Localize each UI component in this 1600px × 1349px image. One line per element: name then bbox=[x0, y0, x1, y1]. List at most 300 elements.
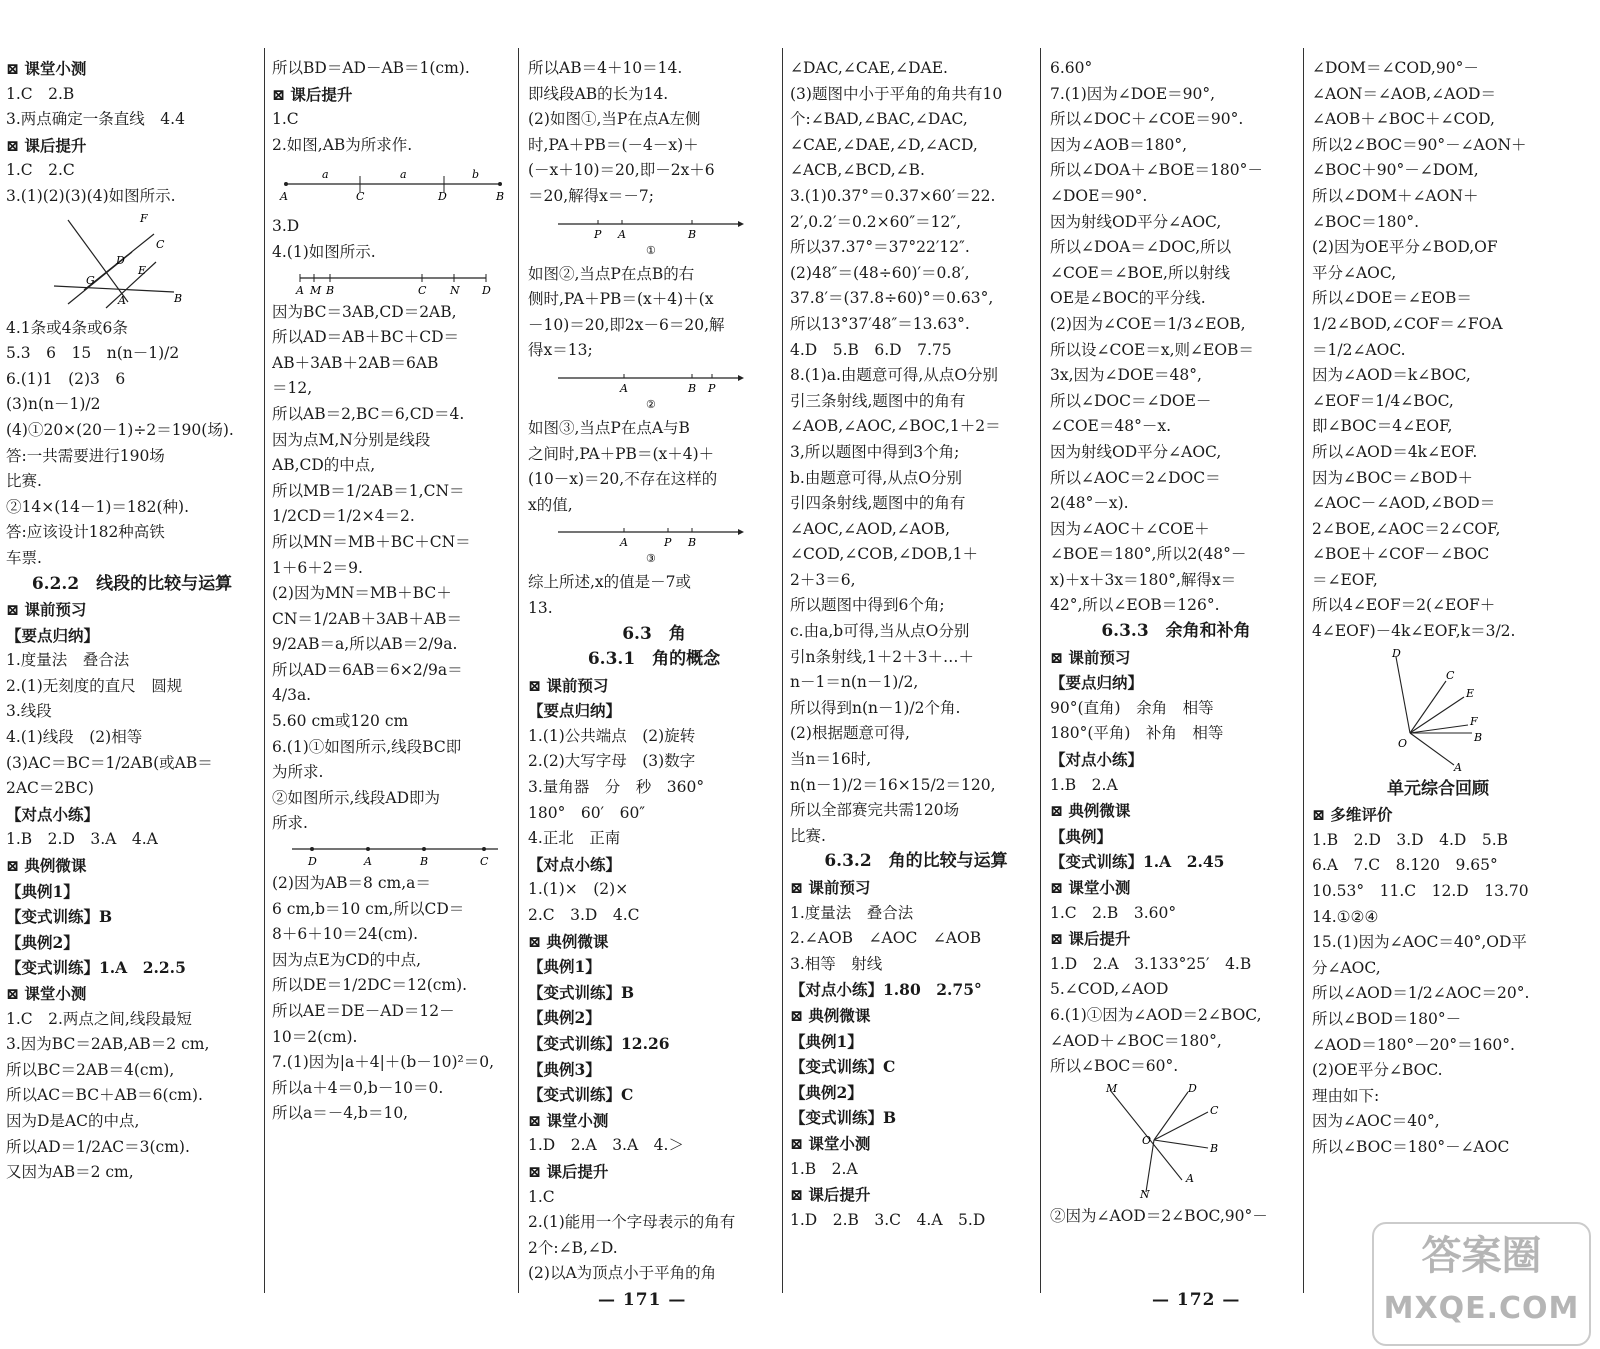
answer-line: 8.(1)a.由题意可得,从点O分别 bbox=[790, 366, 999, 385]
section-heading: 【典例1】 bbox=[6, 881, 79, 901]
answer-line: 4/3a. bbox=[272, 686, 312, 705]
answer-line: 所以4∠EOF＝2(∠EOF＋ bbox=[1312, 596, 1496, 615]
column-divider bbox=[782, 48, 783, 1293]
svg-text:B: B bbox=[688, 536, 697, 550]
answer-column-1 bbox=[6, 56, 258, 1286]
svg-text:O: O bbox=[1142, 1133, 1152, 1147]
answer-line: 2.如图,AB为所求作. bbox=[272, 135, 413, 154]
svg-text:B: B bbox=[688, 381, 697, 395]
geometry-figure bbox=[272, 839, 524, 867]
svg-text:A: A bbox=[618, 227, 626, 241]
answer-line: 37.8′＝(37.8÷60)°＝0.63°, bbox=[790, 289, 994, 308]
section-heading: ⊠ 课堂小测 bbox=[6, 984, 87, 1003]
svg-text:B: B bbox=[420, 855, 429, 868]
page-number-right: — 172 — bbox=[1152, 1290, 1241, 1310]
answer-line: AB＋3AB＋2AB＝6AB bbox=[272, 353, 439, 372]
answer-line: 所求. bbox=[272, 814, 308, 833]
section-heading: ⊠ 典例微课 bbox=[1050, 801, 1131, 821]
answer-line: CN＝1/2AB＋3AB＋AB＝ bbox=[272, 609, 462, 628]
answer-line: 1/2CD＝1/2×4＝2. bbox=[272, 507, 415, 526]
svg-text:A: A bbox=[296, 283, 304, 296]
answer-line: 15.(1)因为∠AOC＝40°,OD平 bbox=[1312, 933, 1527, 952]
answer-line: (10－x)＝20,不存在这样的 bbox=[528, 470, 718, 489]
answer-line: 1/2∠BOD,∠COF＝∠FOA bbox=[1312, 314, 1503, 333]
answer-line: 所以∠BOC＝60°. bbox=[1050, 1057, 1179, 1076]
answer-line: 如图②,当点P在点B的右 bbox=[528, 264, 695, 283]
answer-line: 理由如下: bbox=[1312, 1086, 1380, 1105]
answer-line: c.由a,b可得,当从点O分别 bbox=[790, 622, 970, 641]
svg-text:A: A bbox=[1454, 760, 1462, 773]
answer-line: ∠AOB,∠AOC,∠BOC,1＋2＝ bbox=[790, 417, 1001, 436]
answer-line: 10.53° 11.C 12.D 13.70 bbox=[1312, 882, 1529, 901]
answer-line: x)＋x＋3x＝180°,解得x＝ bbox=[1050, 570, 1237, 589]
answer-line: 当n＝16时, bbox=[790, 750, 872, 769]
svg-text:C: C bbox=[156, 237, 165, 251]
svg-text:D: D bbox=[116, 253, 125, 267]
answer-line: (－x＋10)＝20,即－2x＋6 bbox=[528, 161, 715, 180]
answer-line: 3,所以题图中得到3个角; bbox=[790, 442, 960, 461]
svg-text:D: D bbox=[1392, 646, 1401, 660]
answer-line: ∠COE＝48°－x. bbox=[1050, 417, 1172, 436]
answer-line: 引n条射线,1＋2＋3＋…＋ bbox=[790, 647, 974, 666]
answer-line: 所以得到n(n－1)/2个角. bbox=[790, 698, 961, 717]
answer-line: 为所求. bbox=[272, 763, 324, 782]
answer-line: 6.60° bbox=[1050, 59, 1093, 77]
answer-line: 比赛. bbox=[6, 472, 42, 491]
section-heading: ⊠ 课堂小测 bbox=[1050, 878, 1131, 897]
answer-line: 所以MN＝MB＋BC＋CN＝ bbox=[272, 532, 471, 551]
answer-line: 1.B 2.D 3.A 4.A bbox=[6, 830, 158, 849]
section-heading: 【典例3】 bbox=[528, 1059, 601, 1079]
answer-line: ②14×(14－1)＝182(种). bbox=[6, 497, 189, 516]
answer-line: (3)题图中小于平角的角共有10 bbox=[790, 84, 1003, 103]
answer-line: 1.度量法 叠合法 bbox=[6, 651, 130, 670]
geometry-figure bbox=[1312, 647, 1564, 773]
answer-column-3 bbox=[528, 56, 780, 1286]
answer-line: 1.C bbox=[528, 1187, 555, 1206]
section-heading: ⊠ 课堂小测 bbox=[790, 1133, 871, 1153]
answer-line: 1.(1)× (2)× bbox=[528, 880, 629, 899]
answer-line: 1＋6＋2＝9. bbox=[272, 558, 363, 577]
svg-text:A: A bbox=[280, 190, 288, 204]
svg-text:B: B bbox=[326, 283, 335, 296]
answer-line: 4.正北 正南 bbox=[528, 829, 621, 848]
answer-line: ∠BOC＝180°. bbox=[1312, 212, 1419, 231]
answer-line: 5.∠COD,∠AOD bbox=[1050, 980, 1169, 999]
answer-line: 1.(1)公共端点 (2)旋转 bbox=[528, 726, 696, 745]
answer-line: 综上所述,x的值是－7或 bbox=[528, 573, 692, 592]
answer-line: 因为∠AOC＝40°, bbox=[1312, 1112, 1440, 1131]
section-heading: ⊠ 课后提升 bbox=[790, 1185, 871, 1205]
answer-line: (2)OE平分∠BOC. bbox=[1312, 1061, 1443, 1080]
answer-line: 8＋6＋10＝24(cm). bbox=[272, 925, 419, 944]
svg-text:C: C bbox=[418, 283, 427, 296]
answer-line: 所以∠DOC＋∠COE＝90°. bbox=[1050, 110, 1244, 129]
answer-line: 分∠AOC, bbox=[1312, 958, 1381, 977]
svg-text:C: C bbox=[1210, 1103, 1219, 1117]
answer-line: b.由题意可得,从点O分别 bbox=[790, 468, 962, 487]
section-heading: 【变式训练】1.A 2.45 bbox=[1050, 852, 1225, 872]
answer-line: 所以设∠COE＝x,则∠EOB＝ bbox=[1050, 340, 1254, 359]
answer-line: 2′,0.2′＝0.2×60″＝12″, bbox=[790, 212, 962, 231]
answer-line: 3.两点确定一条直线 4.4 bbox=[6, 110, 185, 129]
geometry-figure bbox=[6, 212, 258, 312]
answer-line: 1.B 2.A bbox=[1050, 775, 1118, 794]
svg-text:③: ③ bbox=[646, 552, 656, 566]
answer-line: 2.(2)大写字母 (3)数字 bbox=[528, 752, 696, 771]
answer-line: ∠AOD＝180°－20°＝160°. bbox=[1312, 1035, 1515, 1054]
answer-line: 所以∠BOD＝180°－ bbox=[1312, 1010, 1462, 1028]
answer-line: 1.C 2.两点之间,线段最短 bbox=[6, 1009, 192, 1028]
answer-line: (2)如图①,当P在点A左侧 bbox=[528, 110, 701, 129]
answer-line: (2)以A为顶点小于平角的角 bbox=[528, 1264, 717, 1283]
answer-line: 因为BC＝3AB,CD＝2AB, bbox=[272, 302, 457, 321]
answer-line: 3.线段 bbox=[6, 702, 52, 721]
answer-line: 1.C 2.B bbox=[6, 84, 75, 103]
section-title: 6.3 角 bbox=[622, 623, 686, 644]
answer-line: 2AC＝2BC) bbox=[6, 779, 94, 798]
watermark-domain: MXQE.COM bbox=[1383, 1291, 1580, 1326]
answer-line: 平分∠AOC, bbox=[1312, 263, 1397, 282]
answer-line: 2个:∠B,∠D. bbox=[528, 1238, 618, 1257]
answer-line: ＝∠EOF, bbox=[1312, 570, 1378, 589]
watermark-text: 答案圈 bbox=[1421, 1233, 1542, 1279]
answer-line: ∠BOE＋∠COF－∠BOC bbox=[1312, 545, 1490, 564]
answer-line: 所以AD＝1/2AC＝3(cm). bbox=[6, 1137, 190, 1156]
section-heading: 【对点小练】 bbox=[6, 804, 100, 824]
answer-line: 所以BC＝2AB＝4(cm), bbox=[6, 1060, 175, 1079]
geometry-figure bbox=[528, 520, 780, 566]
answer-line: ∠CAE,∠DAE,∠D,∠ACD, bbox=[790, 135, 978, 154]
svg-text:A: A bbox=[364, 855, 372, 868]
svg-text:A: A bbox=[118, 293, 126, 307]
answer-line: 1.B 2.A bbox=[790, 1159, 858, 1178]
section-heading: ⊠ 典例微课 bbox=[528, 931, 609, 951]
answer-line: 因为点E为CD的中点, bbox=[272, 950, 422, 969]
answer-line: 2∠BOE,∠AOC＝2∠COF, bbox=[1312, 519, 1501, 538]
answer-line: 3x,因为∠DOE＝48°, bbox=[1050, 366, 1202, 385]
answer-line: (2)因为MN＝MB＋BC＋ bbox=[272, 584, 452, 603]
answer-line: －10)＝20,即2x－6＝20,解 bbox=[528, 315, 725, 334]
answer-line: 所以AE＝DE－AD＝12－ bbox=[272, 1002, 455, 1020]
svg-text:C: C bbox=[480, 855, 489, 868]
answer-line: 2.(1)能用一个字母表示的角有 bbox=[528, 1213, 736, 1232]
answer-line: 因为∠BOC＝∠BOD＋ bbox=[1312, 468, 1474, 487]
answer-line: 所以∠DOE＝∠EOB＝ bbox=[1312, 289, 1472, 308]
answer-line: 所以∠DOC＝∠DOE－ bbox=[1050, 391, 1212, 410]
section-heading: ⊠ 课前预习 bbox=[6, 600, 87, 620]
answer-line: 6.(1)①如图所示,线段BC即 bbox=[272, 737, 462, 756]
svg-text:a: a bbox=[400, 168, 407, 182]
answer-line: 4.(1)如图所示. bbox=[272, 242, 376, 261]
answer-line: 所以a＋4＝0,b－10＝0. bbox=[272, 1078, 444, 1097]
answer-line: ∠DOM＝∠COD,90°－ bbox=[1312, 59, 1479, 77]
answer-line: 9/2AB＝a,所以AB＝2/9a. bbox=[272, 635, 458, 654]
answer-line: 所以∠AOC＝2∠DOC＝ bbox=[1050, 468, 1221, 487]
answer-line: ②如图所示,线段AD即为 bbox=[272, 788, 441, 807]
answer-line: 1.度量法 叠合法 bbox=[790, 903, 914, 922]
section-heading: 【典例2】 bbox=[528, 1008, 601, 1028]
section-title: 6.3.1 角的概念 bbox=[587, 649, 721, 670]
svg-text:N: N bbox=[1140, 1187, 1150, 1200]
answer-line: 所以AB＝4＋10＝14. bbox=[528, 59, 683, 77]
answer-line: 6.(1)1 (2)3 6 bbox=[6, 369, 126, 388]
answer-line: 引三条射线,题图中的角有 bbox=[790, 391, 966, 410]
section-title: 单元综合回顾 bbox=[1387, 778, 1489, 799]
answer-line: (2)因为AB＝8 cm,a＝ bbox=[272, 874, 431, 893]
geometry-figure bbox=[272, 268, 524, 296]
answer-line: 所以题图中得到6个角; bbox=[790, 596, 945, 615]
answer-line: 所以DE＝1/2DC＝12(cm). bbox=[272, 976, 468, 995]
svg-text:M: M bbox=[1106, 1081, 1118, 1095]
section-heading: 【变式训练】B bbox=[528, 982, 635, 1002]
section-heading: 【典例1】 bbox=[528, 957, 601, 977]
answer-column-6 bbox=[1312, 56, 1564, 1286]
answer-line: 个:∠BAD,∠BAC,∠DAC, bbox=[790, 110, 968, 129]
answer-line: 3.(1)0.37°＝0.37×60′＝22. bbox=[790, 186, 996, 205]
section-heading: 【变式训练】B bbox=[6, 907, 113, 927]
answer-line: ＝12, bbox=[272, 379, 313, 398]
answer-line: (3)AC＝BC＝1/2AB(或AB＝ bbox=[6, 753, 213, 772]
page-number-left: — 171 — bbox=[598, 1290, 687, 1310]
section-title: 6.2.2 线段的比较与运算 bbox=[31, 573, 233, 594]
section-heading: 【典例2】 bbox=[790, 1082, 863, 1102]
answer-line: 因为射线OD平分∠AOC, bbox=[1050, 212, 1222, 231]
section-heading: ⊠ 典例微课 bbox=[6, 856, 87, 876]
answer-line: 所以MB＝1/2AB＝1,CN＝ bbox=[272, 481, 465, 500]
answer-line: 3.(1)(2)(3)(4)如图所示. bbox=[6, 186, 176, 205]
section-heading: ⊠ 课前预习 bbox=[528, 675, 609, 695]
answer-line: 所以∠AOD＝1/2∠AOC＝20°. bbox=[1312, 984, 1530, 1003]
answer-line: 4.1条或4条或6条 bbox=[6, 318, 128, 337]
section-heading: 【变式训练】B bbox=[790, 1108, 897, 1128]
answer-line: ∠EOF＝1/4∠BOC, bbox=[1312, 391, 1454, 410]
section-heading: 【对点小练】 bbox=[1050, 750, 1144, 770]
svg-text:B: B bbox=[1210, 1141, 1219, 1155]
svg-text:C: C bbox=[1446, 668, 1455, 682]
section-heading: 【变式训练】1.A 2.2.5 bbox=[6, 958, 186, 978]
answer-line: 1.D 2.A 3.A 4.＞ bbox=[528, 1136, 684, 1155]
answer-line: 引四条射线,题图中的角有 bbox=[790, 494, 966, 513]
answer-line: 180°(平角) 补角 相等 bbox=[1050, 724, 1224, 743]
answer-line: ＝1/2∠AOC. bbox=[1312, 340, 1406, 359]
section-heading: ⊠ 课前预习 bbox=[1050, 647, 1131, 667]
answer-line: 6 cm,b＝10 cm,所以CD＝ bbox=[272, 899, 465, 918]
section-heading: ⊠ 课后提升 bbox=[272, 84, 353, 104]
answer-line: 2.(1)无刻度的直尺 圆规 bbox=[6, 676, 183, 695]
answer-line: ∠DOE＝90°. bbox=[1050, 186, 1148, 205]
answer-line: (4)①20×(20－1)÷2＝190(场). bbox=[6, 420, 234, 439]
svg-text:E: E bbox=[138, 263, 147, 277]
answer-line: 3.量角器 分 秒 360° bbox=[528, 778, 705, 797]
answer-line: 因为∠AOD＝k∠BOC, bbox=[1312, 366, 1471, 385]
svg-text:B: B bbox=[174, 291, 183, 305]
svg-text:D: D bbox=[308, 855, 317, 868]
answer-line: 如图③,当点P在点A与B bbox=[528, 418, 690, 437]
answer-line: 14.①②④ bbox=[1312, 907, 1379, 926]
answer-line: 10＝2(cm). bbox=[272, 1027, 358, 1046]
answer-line: 侧时,PA＋PB＝(x＋4)＋(x bbox=[528, 290, 714, 309]
section-heading: ⊠ 课堂小测 bbox=[6, 59, 87, 78]
section-heading: 【要点归纳】 bbox=[528, 701, 622, 721]
answer-line: 之间时,PA＋PB＝(x＋4)＋ bbox=[528, 444, 715, 463]
answer-column-2 bbox=[272, 56, 524, 1286]
svg-text:E: E bbox=[1466, 686, 1475, 700]
section-heading: 【变式训练】12.26 bbox=[528, 1034, 670, 1053]
answer-line: n－1＝n(n－1)/2, bbox=[790, 673, 919, 692]
answer-line: 所以a＝－4,b＝10, bbox=[272, 1104, 409, 1123]
answer-line: ＝20,解得x＝－7; bbox=[528, 186, 654, 205]
answer-column-4 bbox=[790, 56, 1042, 1286]
answer-line: 所以∠AOD＝4k∠EOF. bbox=[1312, 442, 1478, 461]
column-divider bbox=[1303, 48, 1304, 1293]
answer-line: 所以∠DOA＝∠DOC,所以 bbox=[1050, 238, 1232, 257]
section-heading: 【变式训练】C bbox=[528, 1085, 634, 1105]
section-heading: 【典例2】 bbox=[6, 932, 79, 952]
section-heading: ⊠ 课前预习 bbox=[790, 878, 871, 897]
answer-line: 2＋3＝6, bbox=[790, 570, 856, 589]
answer-line: (3)n(n－1)/2 bbox=[6, 395, 101, 414]
geometry-figure bbox=[528, 212, 780, 258]
answer-line: 所以13°37′48″＝13.63°. bbox=[790, 314, 970, 333]
answer-line: 所以2∠BOC＝90°－∠AON＋ bbox=[1312, 135, 1527, 154]
answer-line: 答:应该设计182种高铁 bbox=[6, 523, 165, 542]
answer-line: 因为射线OD平分∠AOC, bbox=[1050, 442, 1222, 461]
answer-line: 所以BD＝AD－AB＝1(cm). bbox=[272, 59, 470, 77]
answer-line: 1.D 2.B 3.C 4.A 5.D bbox=[790, 1210, 986, 1229]
answer-line: 2.∠AOB ∠AOC ∠AOB bbox=[790, 929, 982, 948]
answer-line: ∠ACB,∠BCD,∠B. bbox=[790, 161, 925, 180]
answer-line: 比赛. bbox=[790, 826, 826, 845]
answer-line: ∠AOC,∠AOD,∠AOB, bbox=[790, 519, 951, 538]
svg-text:a: a bbox=[322, 168, 329, 182]
section-heading: ⊠ 课堂小测 bbox=[528, 1110, 609, 1130]
section-heading: 【对点小练】 bbox=[528, 854, 622, 874]
answer-line: 1.C 2.C bbox=[6, 161, 75, 180]
answer-line: 因为∠AOB＝180°, bbox=[1050, 135, 1188, 154]
answer-line: 180° 60′ 60″ bbox=[528, 803, 646, 822]
answer-line: 5.3 6 15 n(n－1)/2 bbox=[6, 344, 180, 363]
answer-line: 4∠EOF)－4k∠EOF,k＝3/2. bbox=[1312, 622, 1516, 641]
section-heading: ⊠ 课后提升 bbox=[1050, 929, 1131, 949]
answer-line: 1.B 2.D 3.D 4.D 5.B bbox=[1312, 830, 1509, 849]
svg-text:P: P bbox=[594, 227, 602, 241]
answer-line: 13. bbox=[528, 598, 553, 617]
svg-text:P: P bbox=[708, 381, 716, 395]
answer-line: (2)因为OE平分∠BOD,OF bbox=[1312, 238, 1498, 257]
answer-line: AB,CD的中点, bbox=[272, 456, 376, 475]
svg-text:B: B bbox=[688, 227, 697, 241]
answer-line: ∠COD,∠COB,∠DOB,1＋ bbox=[790, 545, 979, 564]
answer-line: ∠AON＝∠AOB,∠AOD＝ bbox=[1312, 84, 1496, 103]
answer-line: 2.C 3.D 4.C bbox=[528, 906, 640, 925]
geometry-figure bbox=[1050, 1082, 1302, 1200]
answer-line: 3.相等 射线 bbox=[790, 954, 883, 973]
answer-line: (2)根据题意可得, bbox=[790, 724, 910, 743]
section-heading: 【要点归纳】 bbox=[1050, 673, 1144, 693]
answer-line: ∠COE＝∠BOE,所以射线 bbox=[1050, 263, 1230, 282]
svg-text:O: O bbox=[1398, 736, 1408, 750]
answer-line: 所以∠DOM＋∠AON＋ bbox=[1312, 186, 1479, 205]
answer-line: 答:一共需要进行190场 bbox=[6, 446, 165, 465]
svg-text:P: P bbox=[664, 536, 672, 550]
section-heading: ⊠ 典例微课 bbox=[790, 1005, 871, 1025]
svg-text:M: M bbox=[310, 283, 322, 296]
section-heading: 【要点归纳】 bbox=[6, 625, 100, 645]
answer-line: 所以∠BOC＝180°－∠AOC bbox=[1312, 1137, 1510, 1156]
answer-line: ∠BOC＋90°－∠DOM, bbox=[1312, 161, 1479, 180]
answer-column-5 bbox=[1050, 56, 1302, 1286]
geometry-figure bbox=[272, 160, 524, 210]
svg-text:F: F bbox=[1470, 714, 1478, 728]
answer-line: 即∠BOC＝4∠EOF, bbox=[1312, 417, 1453, 436]
answer-line: 所以∠DOA＋∠BOE＝180°－ bbox=[1050, 161, 1263, 180]
answer-line: 7.(1)因为|a＋4|＋(b－10)²＝0, bbox=[272, 1053, 495, 1072]
section-heading: 【对点小练】1.80 2.75° bbox=[790, 980, 982, 1000]
answer-line: 因为∠AOC＋∠COE＋ bbox=[1050, 519, 1210, 538]
answer-line: 7.(1)因为∠DOE＝90°, bbox=[1050, 84, 1216, 103]
svg-text:b: b bbox=[472, 168, 480, 182]
answer-line: x的值, bbox=[528, 495, 573, 514]
answer-line: 2(48°－x). bbox=[1050, 494, 1129, 513]
answer-line: 6.(1)①因为∠AOD＝2∠BOC, bbox=[1050, 1005, 1262, 1024]
section-heading: 【典例1】 bbox=[790, 1031, 863, 1051]
section-heading: 【变式训练】C bbox=[790, 1057, 896, 1077]
answer-line: 42°,所以∠EOB＝126°. bbox=[1050, 596, 1220, 615]
section-heading: ⊠ 多维评价 bbox=[1312, 805, 1393, 825]
answer-line: 所以AB＝2,BC＝6,CD＝4. bbox=[272, 404, 465, 423]
answer-line: OE是∠BOC的平分线. bbox=[1050, 289, 1206, 308]
answer-line: ∠AOC－∠AOD,∠BOD＝ bbox=[1312, 494, 1496, 513]
answer-line: 所以AC＝BC＋AB＝6(cm). bbox=[6, 1086, 203, 1105]
svg-text:B: B bbox=[496, 190, 505, 204]
column-divider bbox=[264, 48, 265, 1293]
answer-line: 因为点M,N分别是线段 bbox=[272, 430, 431, 449]
svg-text:A: A bbox=[1186, 1171, 1194, 1185]
answer-line: 90°(直角) 余角 相等 bbox=[1050, 698, 1214, 717]
answer-line: n(n－1)/2＝16×15/2＝120, bbox=[790, 775, 996, 794]
answer-line: 6.A 7.C 8.120 9.65° bbox=[1312, 856, 1498, 875]
answer-line: ∠BOE＝180°,所以2(48°－ bbox=[1050, 545, 1247, 564]
answer-line: 1.D 2.A 3.133°25′ 4.B bbox=[1050, 954, 1252, 973]
svg-text:①: ① bbox=[646, 243, 656, 257]
answer-line: 得x＝13; bbox=[528, 341, 593, 360]
answer-line: 时,PA＋PB＝(－4－x)＋ bbox=[528, 135, 699, 154]
svg-text:D: D bbox=[482, 283, 491, 296]
answer-line: 3.D bbox=[272, 217, 300, 236]
geometry-figure bbox=[528, 366, 780, 412]
answer-line: ∠AOB＋∠BOC＋∠COD, bbox=[1312, 110, 1495, 129]
answer-line: 所以37.37°＝37°22′12″. bbox=[790, 238, 970, 257]
answer-line: (2)48″＝(48÷60)′＝0.8′, bbox=[790, 263, 970, 282]
svg-text:D: D bbox=[1188, 1081, 1197, 1095]
svg-text:F: F bbox=[140, 211, 148, 225]
svg-text:A: A bbox=[620, 381, 628, 395]
svg-text:N: N bbox=[450, 283, 460, 296]
svg-text:②: ② bbox=[646, 397, 656, 411]
answer-line: 1.C bbox=[272, 110, 299, 129]
answer-line: 5.60 cm或120 cm bbox=[272, 712, 409, 731]
section-heading: ⊠ 课后提升 bbox=[6, 135, 87, 155]
svg-text:D: D bbox=[438, 190, 447, 204]
answer-line: ∠DAC,∠CAE,∠DAE. bbox=[790, 59, 948, 77]
answer-line: 所以全部赛完共需120场 bbox=[790, 801, 960, 820]
section-heading: ⊠ 课后提升 bbox=[528, 1161, 609, 1181]
svg-text:B: B bbox=[1474, 730, 1483, 744]
answer-line: (2)因为∠COE＝1/3∠EOB, bbox=[1050, 314, 1246, 333]
svg-text:A: A bbox=[620, 536, 628, 550]
answer-line: 3.因为BC＝2AB,AB＝2 cm, bbox=[6, 1035, 210, 1054]
